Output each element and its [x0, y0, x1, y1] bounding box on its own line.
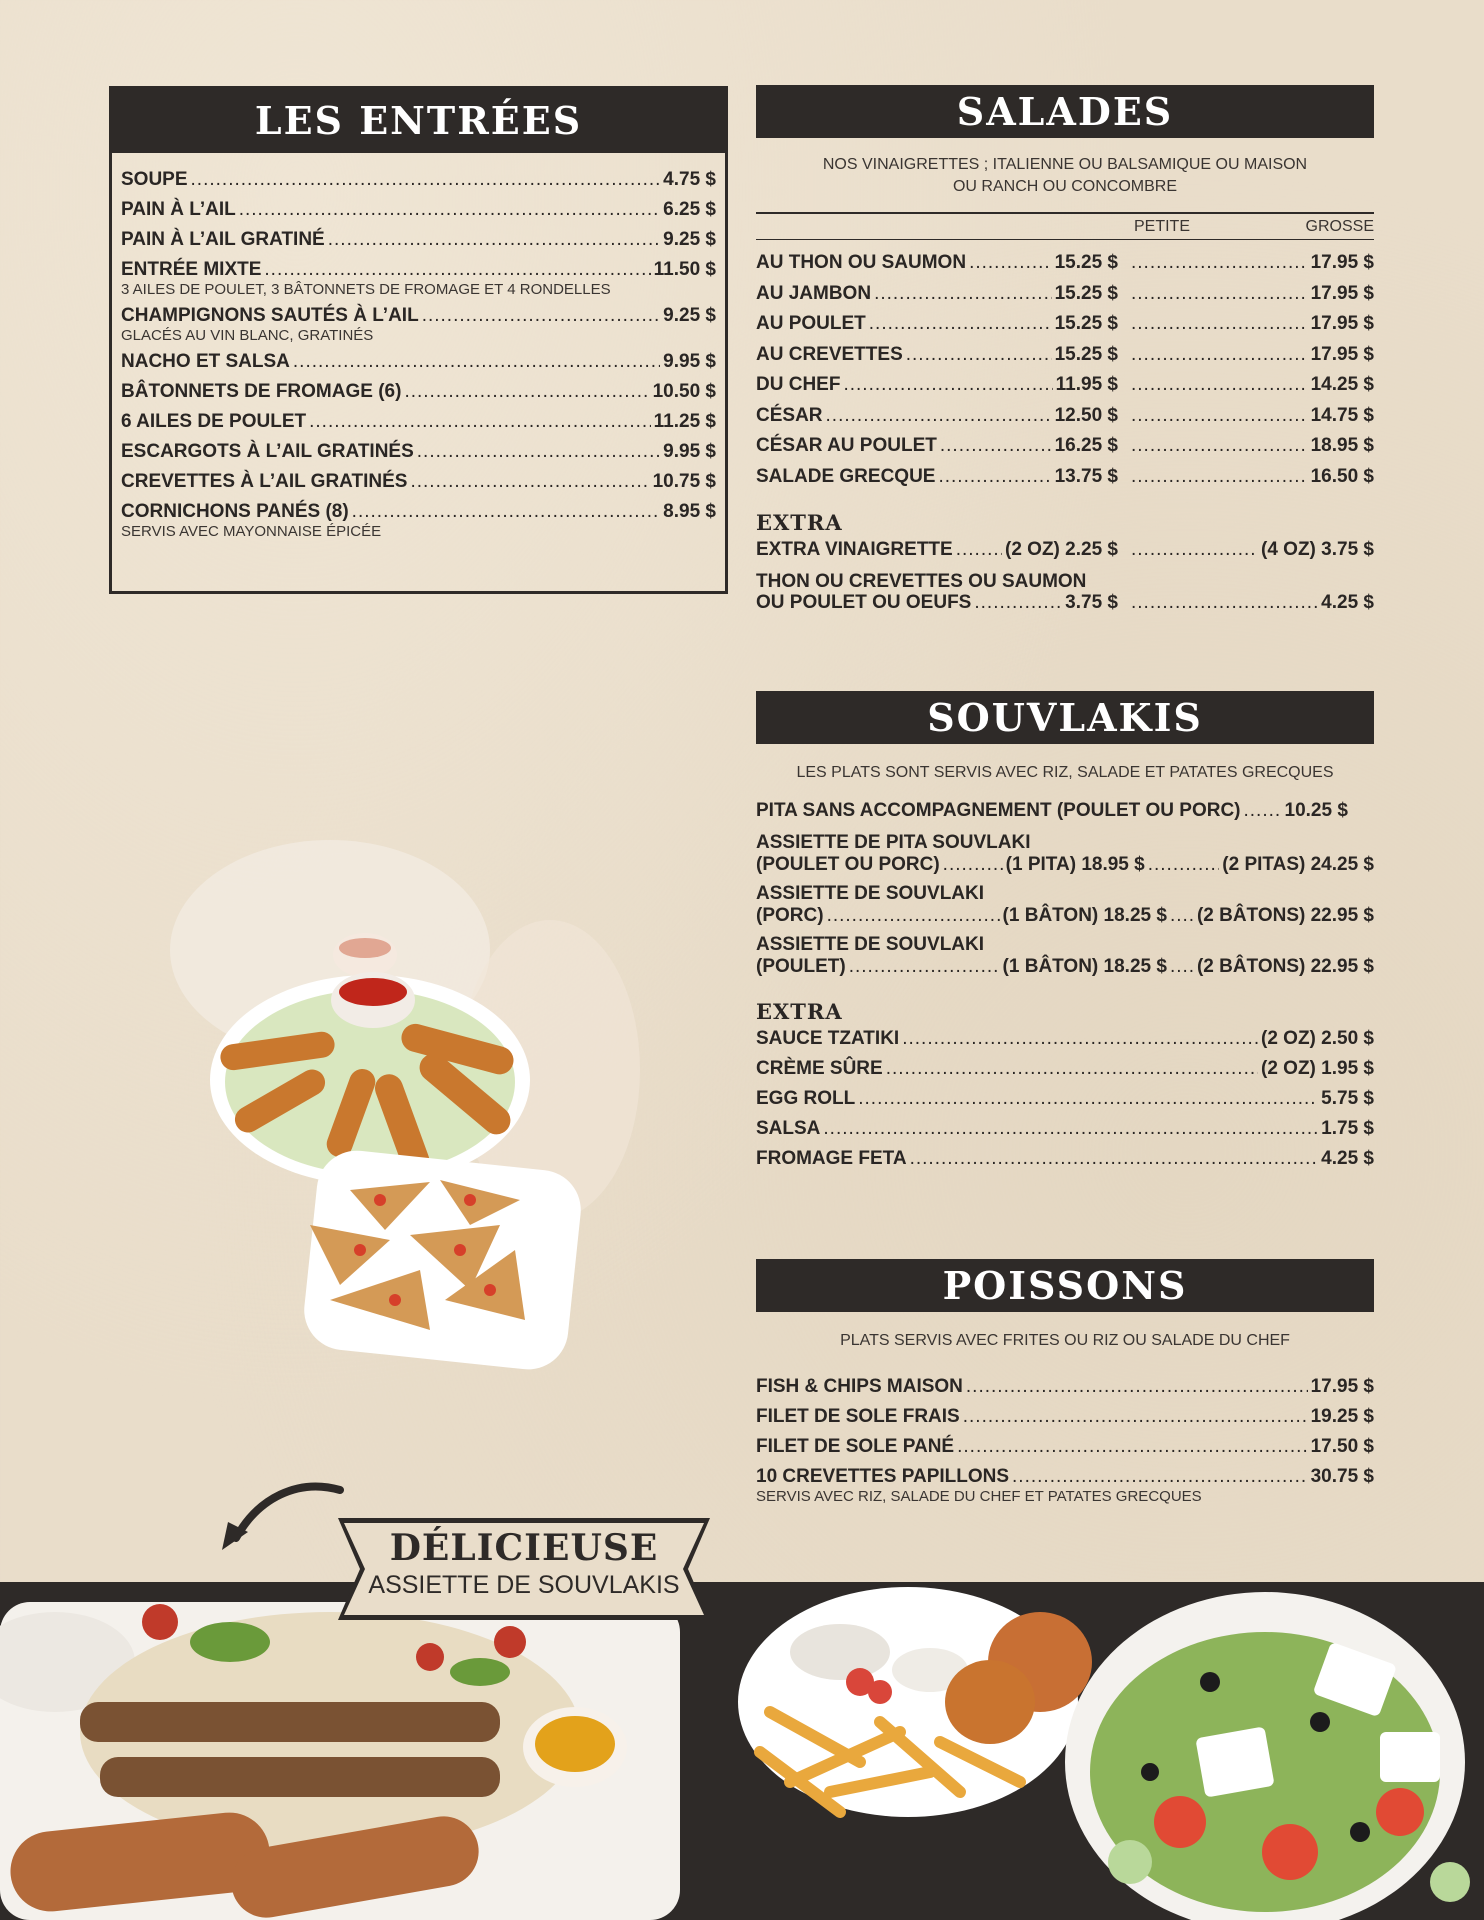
item-price-large: 14.75 $ [1310, 404, 1374, 426]
item-price: 9.95 $ [663, 441, 716, 462]
item-name: SOUPE [121, 169, 188, 190]
item-option: (1 PITA) 18.95 $ [1005, 854, 1145, 875]
item-note: SERVIS AVEC MAYONNAISE ÉPICÉE [121, 523, 382, 540]
item-price-large: (4 OZ) 3.75 $ [1261, 539, 1374, 560]
item-price: 19.25 $ [1310, 1406, 1374, 1427]
souvlakis-title: SOUVLAKIS [756, 691, 1374, 744]
item-name: EXTRA VINAIGRETTE [756, 539, 953, 560]
item-price-small: 15.25 $ [1054, 282, 1118, 304]
banner-title: DÉLICIEUSE [389, 1527, 659, 1569]
item-name: SAUCE TZATIKI [756, 1028, 900, 1049]
item-price: 17.95 $ [1310, 1376, 1374, 1397]
item-price-large: 17.95 $ [1310, 282, 1374, 304]
entrees-title: LES ENTRÉES [112, 89, 725, 153]
item-name: 10 CREVETTES PAPILLONS [756, 1466, 1010, 1487]
salades-note-line2: OU RANCH OU CONCOMBRE [952, 178, 1177, 195]
list-item [756, 883, 1374, 928]
item-name: AU POULET [756, 313, 866, 334]
item-price-small: 15.25 $ [1054, 343, 1118, 365]
salades-title: SALADES [756, 85, 1374, 138]
list-item [756, 832, 1374, 877]
item-option: (2 PITAS) 24.25 $ [1222, 854, 1374, 875]
item-price: 6.25 $ [663, 199, 716, 220]
item-price: 4.75 $ [663, 169, 716, 190]
salades-column-headers [756, 212, 1374, 240]
item-name: CÉSAR [756, 404, 823, 426]
item-name: PAIN À L’AIL [121, 199, 236, 220]
list-item [756, 401, 1374, 432]
list-item [756, 1084, 1374, 1114]
item-name: ASSIETTE DE SOUVLAKI [756, 934, 985, 955]
list-item [756, 1432, 1374, 1462]
item-variant: (POULET OU PORC) [756, 854, 940, 875]
item-name: EGG ROLL [756, 1088, 856, 1109]
list-item [121, 195, 716, 225]
item-price-large: 16.50 $ [1310, 465, 1374, 487]
souvlakis-note: LES PLATS SONT SERVIS AVEC RIZ, SALADE ET PATATES GRECQUES [796, 764, 1334, 781]
item-price: 9.25 $ [663, 229, 716, 250]
list-item [756, 309, 1374, 340]
item-price-small: 16.25 $ [1054, 435, 1118, 456]
list-item [121, 165, 716, 195]
item-price-small: (2 OZ) 2.25 $ [1005, 539, 1118, 560]
list-item [756, 1462, 1374, 1506]
item-price-small: 11.95 $ [1055, 374, 1118, 395]
item-price: 5.75 $ [1321, 1088, 1374, 1109]
poissons-list [756, 1372, 1374, 1506]
item-name: FILET DE SOLE FRAIS [756, 1406, 960, 1427]
item-name: BÂTONNETS DE FROMAGE (6) [121, 381, 402, 402]
list-item [756, 1402, 1374, 1432]
list-item [121, 377, 716, 407]
item-price: 9.25 $ [663, 305, 716, 326]
list-item [756, 279, 1374, 310]
item-name: AU CREVETTES [756, 343, 903, 365]
item-price-large: 18.95 $ [1310, 435, 1374, 456]
item-variant: (POULET) [756, 956, 846, 977]
item-price-small: 12.50 $ [1054, 404, 1118, 426]
item-price: (2 OZ) 1.95 $ [1261, 1058, 1374, 1079]
item-price: (2 OZ) 2.50 $ [1261, 1028, 1374, 1049]
item-option: (1 BÂTON) 18.25 $ [1002, 905, 1167, 926]
item-price: 11.25 $ [653, 411, 716, 432]
item-price: 9.95 $ [663, 351, 716, 372]
appetizers-photo [170, 830, 670, 1370]
poissons-section [756, 1330, 1374, 1508]
salades-extra-title: EXTRA [756, 510, 843, 535]
list-item [121, 225, 716, 255]
item-price: 10.75 $ [652, 471, 716, 492]
item-price-large: 17.95 $ [1310, 343, 1374, 365]
item-name: PAIN À L’AIL GRATINÉ [121, 229, 325, 250]
item-name: CÉSAR AU POULET [756, 435, 937, 456]
item-name: OU POULET OU OEUFS [756, 591, 972, 613]
item-name: ASSIETTE DE PITA SOUVLAKI [756, 832, 1031, 853]
extra-protein-row [756, 592, 1374, 614]
item-note: 3 AILES DE POULET, 3 BÂTONNETS DE FROMAGE ET 4 RONDELLES [121, 281, 611, 298]
item-price-large: 14.25 $ [1310, 374, 1374, 395]
item-name: ENTRÉE MIXTE [121, 259, 262, 280]
item-name: CORNICHONS PANÉS (8) [121, 501, 349, 522]
list-item [121, 301, 716, 345]
item-price: 10.25 $ [1284, 800, 1348, 821]
list-item [121, 255, 716, 299]
salades-note-line1: NOS VINAIGRETTES ; ITALIENNE OU BALSAMIQUE OU MAISON [822, 156, 1308, 173]
list-item [756, 796, 1374, 826]
salades-list [756, 248, 1374, 492]
item-name: AU THON OU SAUMON [756, 252, 967, 273]
item-price: 11.50 $ [653, 259, 716, 280]
souvlakis-section [756, 762, 1374, 1174]
item-price: 4.25 $ [1321, 1148, 1374, 1169]
list-item [756, 1114, 1374, 1144]
item-price: 8.95 $ [663, 501, 716, 522]
list-item [756, 1054, 1374, 1084]
extra-protein-line1: THON OU CREVETTES OU SAUMON [756, 570, 1087, 592]
item-name: FISH & CHIPS MAISON [756, 1376, 963, 1397]
salades-section [756, 154, 1374, 614]
banner [338, 1526, 710, 1600]
col-large-header: GROSSE [1305, 218, 1374, 235]
item-price: 17.50 $ [1310, 1436, 1374, 1457]
item-name: SALADE GRECQUE [756, 465, 936, 487]
item-name: SALSA [756, 1118, 821, 1139]
list-item [756, 248, 1374, 279]
item-name: DU CHEF [756, 374, 841, 395]
poissons-title: POISSONS [756, 1259, 1374, 1312]
item-price: 10.50 $ [652, 381, 716, 402]
item-price-large: 4.25 $ [1321, 591, 1374, 613]
list-item [121, 437, 716, 467]
souvlakis-extra-title: EXTRA [756, 999, 843, 1024]
item-variant: (PORC) [756, 905, 824, 926]
item-name: FROMAGE FETA [756, 1148, 907, 1169]
extra-vinaigrette-row [756, 535, 1374, 566]
poissons-note: PLATS SERVIS AVEC FRITES OU RIZ OU SALADE DU CHEF [840, 1332, 1290, 1349]
list-item [121, 347, 716, 377]
item-name: NACHO ET SALSA [121, 351, 290, 372]
list-item [756, 934, 1374, 979]
item-note: SERVIS AVEC RIZ, SALADE DU CHEF ET PATATES GRECQUES [756, 1488, 1202, 1505]
list-item [756, 1024, 1374, 1054]
item-option: (1 BÂTON) 18.25 $ [1002, 956, 1167, 977]
greek-salad-photo [1065, 1592, 1470, 1920]
item-name: CRÈME SÛRE [756, 1058, 883, 1079]
list-item [121, 467, 716, 497]
item-name: ASSIETTE DE SOUVLAKI [756, 883, 985, 904]
banner-subtitle: ASSIETTE DE SOUVLAKIS [368, 1571, 680, 1599]
item-option: (2 BÂTONS) 22.95 $ [1196, 956, 1374, 977]
list-item [121, 497, 716, 541]
item-name: AU JAMBON [756, 282, 872, 304]
item-price-large: 17.95 $ [1310, 313, 1374, 334]
item-option: (2 BÂTONS) 22.95 $ [1196, 905, 1374, 926]
food-photos [0, 1582, 1484, 1920]
item-price-small: 15.25 $ [1054, 313, 1118, 334]
fish-and-chips-photo [738, 1587, 1092, 1817]
bottom-photo-band [0, 1582, 1484, 1920]
item-price-small: 13.75 $ [1054, 465, 1118, 487]
item-name: PITA SANS ACCOMPAGNEMENT (POULET OU PORC) [756, 800, 1241, 821]
list-item [756, 462, 1374, 493]
souvlaki-plate-photo [0, 1602, 680, 1920]
list-item [756, 370, 1374, 401]
entrees-section [109, 86, 728, 594]
list-item [756, 340, 1374, 371]
item-price-small: 3.75 $ [1065, 591, 1118, 613]
list-item [121, 407, 716, 437]
arrow-icon [218, 1478, 348, 1558]
entrees-list [112, 153, 725, 541]
item-name: CHAMPIGNONS SAUTÉS À L’AIL [121, 305, 419, 326]
list-item [756, 1144, 1374, 1174]
item-price: 30.75 $ [1310, 1466, 1374, 1487]
item-name: FILET DE SOLE PANÉ [756, 1436, 955, 1457]
item-note: GLACÉS AU VIN BLANC, GRATINÉS [121, 327, 374, 344]
item-name: ESCARGOTS À L’AIL GRATINÉS [121, 441, 414, 462]
item-price-large: 17.95 $ [1310, 252, 1374, 273]
item-price-small: 15.25 $ [1054, 252, 1118, 273]
col-small-header: PETITE [1133, 218, 1190, 235]
item-name: 6 AILES DE POULET [121, 411, 307, 432]
list-item [756, 431, 1374, 462]
list-item [756, 1372, 1374, 1402]
item-price: 1.75 $ [1321, 1118, 1374, 1139]
item-name: CREVETTES À L’AIL GRATINÉS [121, 471, 408, 492]
